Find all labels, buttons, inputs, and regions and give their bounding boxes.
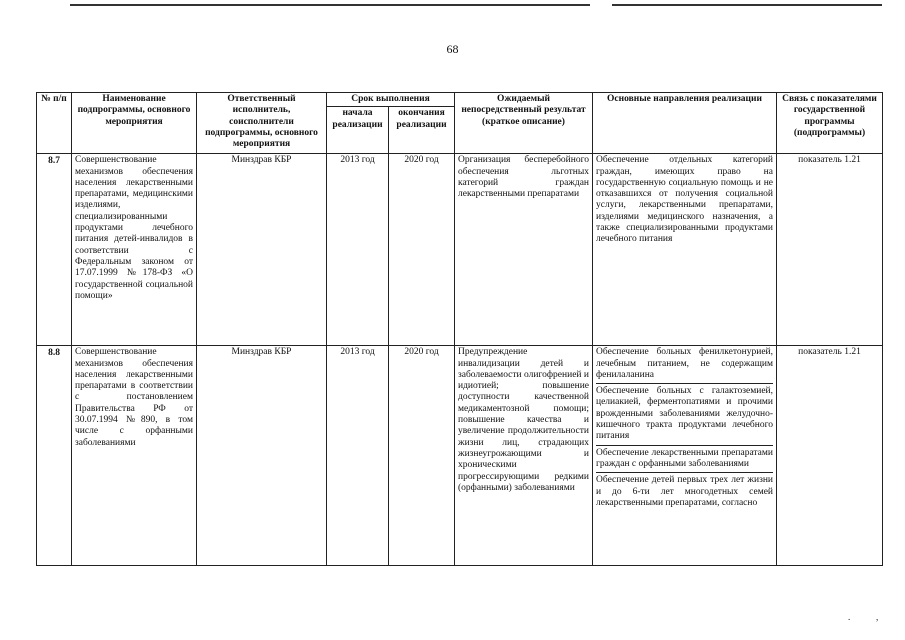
scan-mark: . [848,612,851,622]
row-link: показатель 1.21 [777,346,883,566]
header-result: Ожидаемый непосредственный результат (краткое описание) [455,93,593,154]
page-number: 68 [446,42,459,56]
header-term: Срок выполнения [327,93,455,107]
header-name: Наименование подпрограммы, основного мероприятия [72,93,197,154]
row-result: Предупреждение инвалидизации детей и заболеваемости олигофренией и идиотией; повышение доступности качественной медикаментозной помощи; повышение качества и увеличение продолжительности жизни лиц, страдающих жизнеугрожающими и хроническими прогрессирующими редкими (орфанными) заболеваниями [455,346,593,566]
direction-item: Обеспечение больных с галактоземией, целиакией, ферментопатиями и прочими врожденными заболеваниями желудочно-кишечного тракта продуктами лечебного питания [596,386,773,445]
top-edge-line [70,4,590,6]
row-result: Организация бесперебойного обеспечения льготных категорий граждан лекарственными препаратами [455,154,593,346]
row-name: Совершенствование механизмов обеспечения населения лекарственными препаратами, медицинскими изделиями, специализированными продуктами лечебного питания детей-инвалидов в соответствии с Федеральным законом от 17.07.1999 №178-ФЗ «О государственной социальной помощи» [72,154,197,346]
row-name: Совершенствование механизмов обеспечения населения лекарственными препаратами в соответствии с постановлением Правительства РФ от 30.07.1994 №890, в том числе с орфанными заболеваниями [72,346,197,566]
header-start: начала реализации [327,107,389,154]
header-num: № п/п [37,93,72,154]
direction-item: Обеспечение детей первых трех лет жизни и до 6-ти лет многодетных семей лекарственными препаратами, согласно [596,475,773,508]
row-end: 2020 год [389,154,455,346]
row-responsible: Минздрав КБР [197,154,327,346]
program-table [36,92,883,566]
row-num: 8.7 [37,154,72,346]
table-row [37,346,883,566]
row-responsible: Минздрав КБР [197,346,327,566]
direction-item: Обеспечение больных фенилкетонурией, лечебным питанием, не содержащим фенилаланина [596,347,773,384]
direction-item: Обеспечение отдельных категорий граждан, имеющих право на государственную социальную помощь и не отказавшихся от получения социальной услуги, лекарственными препаратами, изделиями медицинского назначения, а также специализированными продуктами лечебного питания [596,155,773,245]
header-directions: Основные направления реализации [593,93,777,154]
scan-mark: , [876,612,879,622]
row-link: показатель 1.21 [777,154,883,346]
top-edge-line [612,4,882,6]
row-num: 8.8 [37,346,72,566]
direction-item: Обеспечение лекарственными препаратами граждан с орфанными заболеваниями [596,448,773,474]
header-end: окончания реализации [389,107,455,154]
header-responsible: Ответственный исполнитель, соисполнители подпрограммы, основного мероприятия [197,93,327,154]
row-end: 2020 год [389,346,455,566]
row-directions [593,154,777,346]
row-start: 2013 год [327,154,389,346]
row-directions [593,346,777,566]
header-link: Связь с показателями государственной программы (подпрограммы) [777,93,883,154]
row-start: 2013 год [327,346,389,566]
table-row [37,154,883,346]
